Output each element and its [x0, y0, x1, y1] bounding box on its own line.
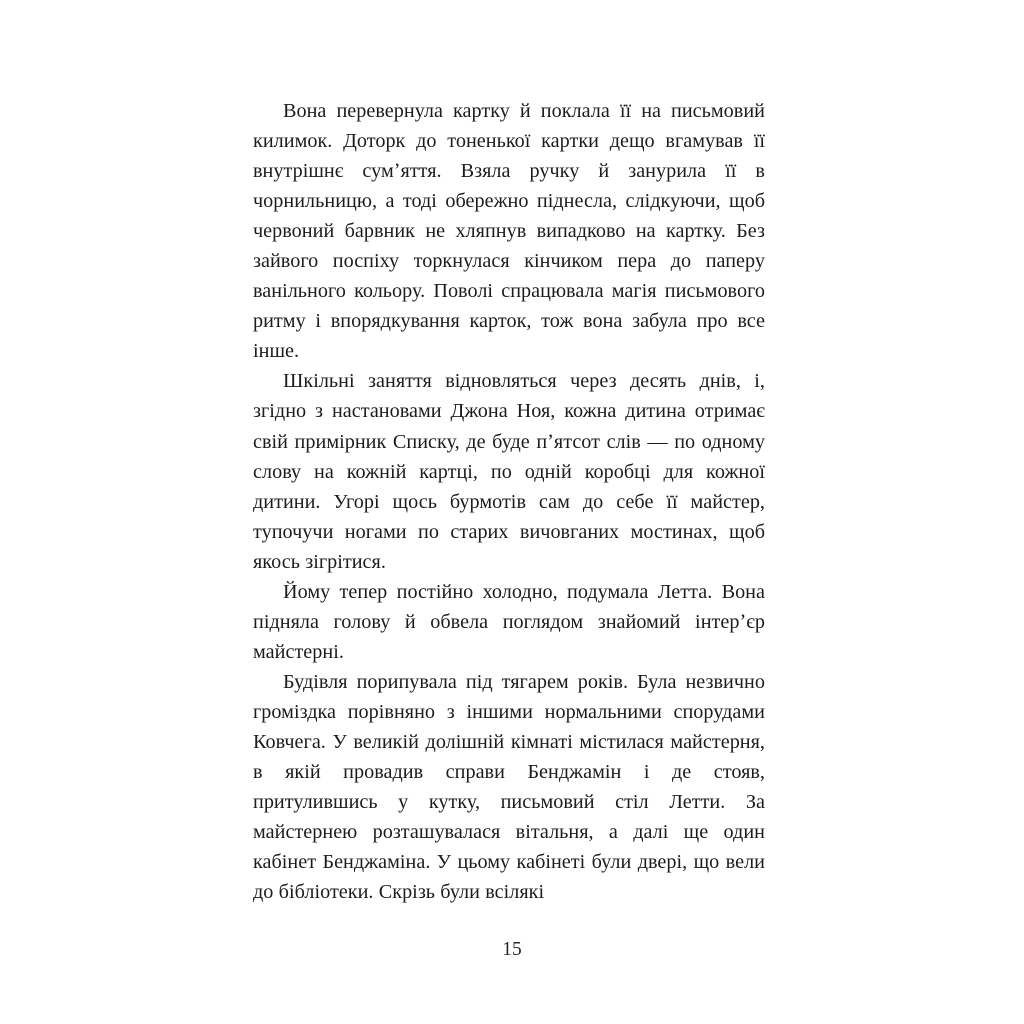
paragraph: Вона перевернула картку й поклала її на письмовий килимок. Доторк до тоненької картки дещо вгамував її внутрішнє сумʼяття. Взяла ручку й занурила її в чорнильницю, а тоді обережно піднесла, слідкуючи, щоб червоний барвник не хляпнув випадково на картку. Без зайвого поспіху торкнулася кінчиком пера до паперу ванільного кольору. Поволі спрацювала магія письмового ритму і впорядкування карток, тож вона забула про все інше.	[253, 100, 765, 363]
page-text-block	[253, 96, 765, 907]
paragraph: Йому тепер постійно холодно, подумала Летта. Вона підняла голову й обвела поглядом знайомий інтерʼєр майстерні.	[253, 580, 765, 663]
paragraph: Будівля порипувала під тягарем років. Була незвично громіздка порівняно з іншими нормальними спорудами Ковчега. У великій долішній кімнаті містилася майстерня, в якій провадив справи Бенджамін і де стояв, притулившись у кутку, письмовий стіл Летти. За майстернею розташувалася вітальня, а далі ще один кабінет Бенджаміна. У цьому кабінеті були двері, що вели до бібліотеки. Скрізь були всілякі	[253, 670, 765, 904]
page-number: 15	[502, 939, 522, 960]
paragraph: Шкільні заняття відновляться через десять днів, і, згідно з настановами Джона Ноя, кожна дитина отримає свій примірник Списку, де буде пʼятсот слів — по одному слову на кожній картці, по одній коробці для кожної дитини. Угорі щось бурмотів сам до себе її майстер, тупочучи ногами по старих вичовганих мостинах, щоб якось зігрітися.	[253, 370, 765, 573]
